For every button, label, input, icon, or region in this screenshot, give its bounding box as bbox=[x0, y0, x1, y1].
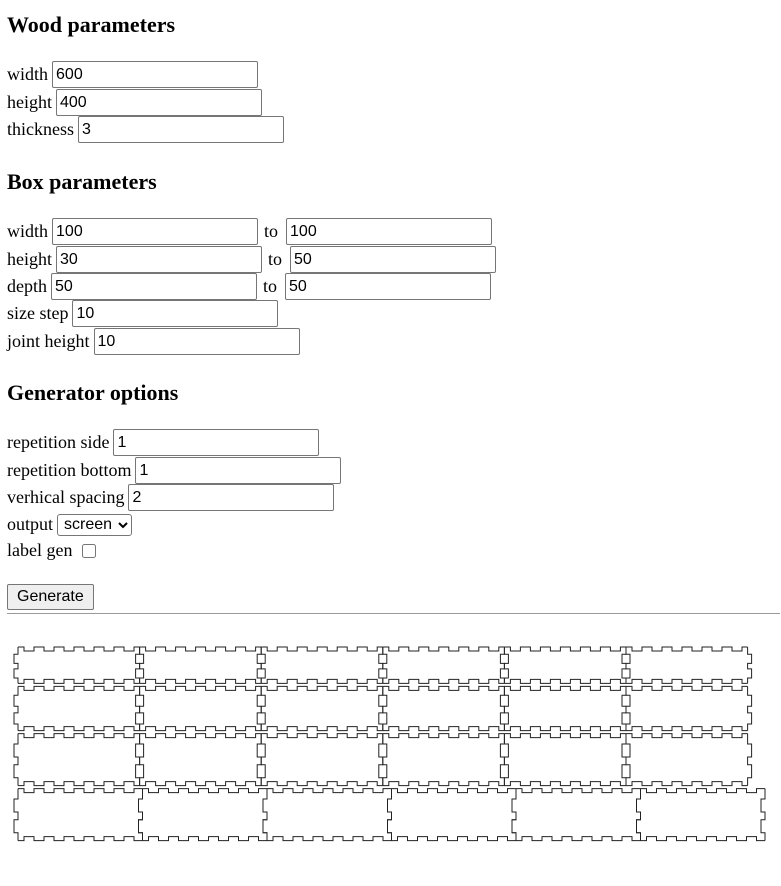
panel-piece bbox=[379, 734, 509, 786]
panel-piece bbox=[379, 686, 509, 730]
wood-thickness-row bbox=[7, 116, 284, 143]
joint-height-input[interactable] bbox=[94, 328, 300, 355]
box-depth-row bbox=[7, 273, 491, 300]
box-depth-label: depth bbox=[7, 276, 47, 296]
panel-piece bbox=[622, 647, 752, 683]
panel-piece bbox=[14, 647, 144, 683]
panel-piece bbox=[14, 789, 143, 841]
panel-piece bbox=[622, 686, 752, 730]
wood-height-label: height bbox=[7, 92, 52, 112]
wood-thickness-input[interactable] bbox=[78, 116, 284, 143]
panel-piece bbox=[257, 647, 387, 683]
panel-piece bbox=[136, 686, 266, 730]
vertical-spacing-row bbox=[7, 484, 334, 511]
repetition-bottom-label: repetition bottom bbox=[7, 460, 132, 480]
box-width-row bbox=[7, 218, 492, 245]
label-gen-label: label gen bbox=[7, 540, 73, 560]
panel-piece bbox=[136, 647, 266, 683]
joint-height-label: joint height bbox=[7, 331, 90, 351]
panel-piece bbox=[139, 789, 268, 841]
panel-piece bbox=[14, 734, 144, 786]
wood-width-label: width bbox=[7, 64, 49, 84]
generator-heading: Generator options bbox=[7, 380, 179, 405]
panel-piece bbox=[257, 734, 387, 786]
box-height-from-input[interactable] bbox=[56, 246, 262, 273]
repetition-bottom-input[interactable] bbox=[135, 457, 341, 484]
panel-piece bbox=[637, 789, 766, 841]
panel-piece bbox=[622, 734, 752, 786]
panel-piece bbox=[388, 789, 517, 841]
output-select[interactable] bbox=[57, 514, 132, 536]
size-step-input[interactable] bbox=[72, 300, 278, 327]
wood-width-row bbox=[7, 61, 258, 88]
size-step-row bbox=[7, 300, 278, 327]
box-height-row bbox=[7, 246, 496, 273]
wood-height-row bbox=[7, 89, 262, 116]
box-height-label: height bbox=[7, 249, 52, 269]
box-depth-from-input[interactable] bbox=[51, 273, 257, 300]
joint-height-row bbox=[7, 328, 300, 355]
box-width-to-input[interactable] bbox=[286, 218, 492, 245]
panel-piece bbox=[512, 789, 641, 841]
panel-piece bbox=[500, 647, 630, 683]
output-divider bbox=[7, 613, 780, 614]
box-width-label: width bbox=[7, 221, 49, 241]
panel-piece bbox=[379, 647, 509, 683]
wood-heading: Wood parameters bbox=[7, 12, 176, 37]
generated-panels bbox=[0, 630, 781, 880]
panel-piece bbox=[136, 734, 266, 786]
wood-width-input[interactable] bbox=[52, 61, 258, 88]
output-label: output bbox=[7, 514, 54, 534]
box-height-to-label: to bbox=[268, 249, 283, 269]
output-row bbox=[7, 511, 132, 538]
repetition-side-input[interactable] bbox=[113, 429, 319, 456]
panel-piece bbox=[500, 686, 630, 730]
panel-piece bbox=[14, 686, 144, 730]
box-width-from-input[interactable] bbox=[52, 218, 258, 245]
wood-thickness-label: thickness bbox=[7, 119, 74, 139]
panel-piece bbox=[500, 734, 630, 786]
box-heading: Box parameters bbox=[7, 169, 157, 194]
panel-piece bbox=[257, 686, 387, 730]
label-gen-row bbox=[7, 537, 96, 564]
repetition-side-label: repetition side bbox=[7, 432, 110, 452]
repetition-bottom-row bbox=[7, 457, 341, 484]
repetition-side-row bbox=[7, 429, 319, 456]
label-gen-checkbox[interactable] bbox=[82, 544, 96, 558]
vertical-spacing-label: verhical spacing bbox=[7, 487, 125, 507]
box-depth-to-label: to bbox=[263, 276, 278, 296]
box-height-to-input[interactable] bbox=[290, 246, 496, 273]
box-width-to-label: to bbox=[264, 221, 279, 241]
wood-height-input[interactable] bbox=[56, 89, 262, 116]
generate-button[interactable]: Generate bbox=[7, 584, 94, 610]
panel-piece bbox=[263, 789, 392, 841]
vertical-spacing-input[interactable] bbox=[128, 484, 334, 511]
size-step-label: size step bbox=[7, 303, 69, 323]
box-depth-to-input[interactable] bbox=[285, 273, 491, 300]
